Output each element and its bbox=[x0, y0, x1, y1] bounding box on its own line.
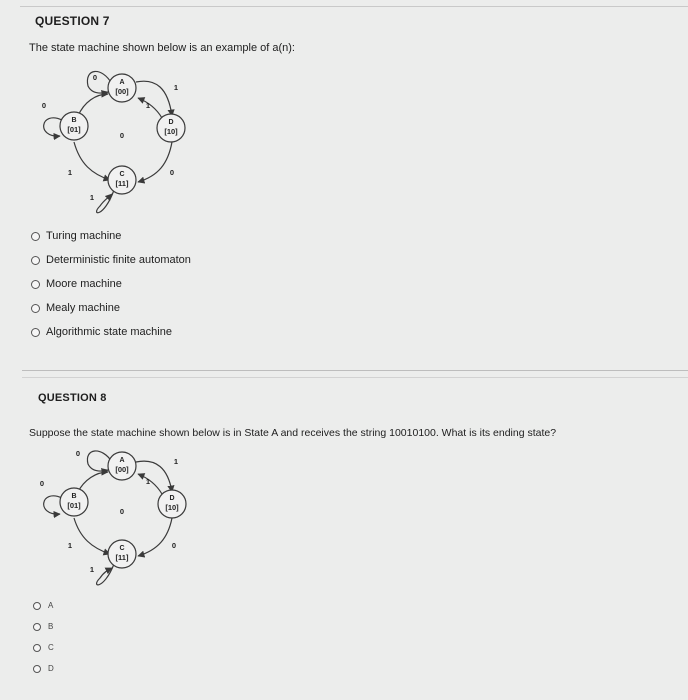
edge-label-b-self: 0 bbox=[41, 101, 47, 110]
question-divider-2 bbox=[22, 377, 688, 378]
svg-text:[11]: [11] bbox=[115, 179, 129, 188]
edge-label-b-self: 0 bbox=[39, 479, 45, 488]
edge-label-c-self: 1 bbox=[89, 565, 95, 574]
q7-option-moore[interactable]: Moore machine bbox=[31, 272, 191, 296]
radio-button[interactable] bbox=[33, 665, 41, 673]
state-d bbox=[158, 490, 186, 518]
question-7-heading: QUESTION 7 bbox=[35, 14, 110, 28]
svg-text:A: A bbox=[119, 457, 125, 464]
state-a bbox=[108, 452, 136, 480]
edge-c-self bbox=[97, 564, 114, 585]
edge-label-b-to-a: 0 bbox=[119, 131, 125, 140]
edge-label-d-to-c: 0 bbox=[169, 168, 175, 177]
question-divider bbox=[22, 370, 688, 371]
edge-b-to-c bbox=[74, 142, 110, 180]
edge-c-self bbox=[97, 190, 114, 213]
radio-button[interactable] bbox=[33, 623, 41, 631]
edge-label-b-to-c: 1 bbox=[67, 168, 73, 177]
radio-button[interactable] bbox=[31, 304, 40, 313]
edge-d-to-c bbox=[138, 518, 172, 556]
svg-text:[00]: [00] bbox=[115, 87, 129, 96]
svg-text:[00]: [00] bbox=[115, 465, 129, 474]
radio-button[interactable] bbox=[31, 280, 40, 289]
q8-option-d[interactable]: D bbox=[33, 658, 54, 679]
edge-a-to-d bbox=[136, 461, 172, 492]
state-c bbox=[108, 540, 136, 568]
state-d bbox=[157, 114, 185, 142]
svg-text:B: B bbox=[71, 493, 77, 500]
edge-label-b-to-a: 0 bbox=[119, 507, 125, 516]
state-b bbox=[60, 112, 88, 140]
radio-button[interactable] bbox=[33, 644, 41, 652]
edge-b-self bbox=[44, 118, 62, 136]
state-a bbox=[108, 74, 136, 102]
svg-text:[10]: [10] bbox=[165, 503, 179, 512]
edge-label-d-to-c: 0 bbox=[171, 541, 177, 550]
radio-button[interactable] bbox=[33, 602, 41, 610]
q8-option-a[interactable]: A bbox=[33, 595, 54, 616]
edge-label-c-self: 1 bbox=[89, 193, 95, 202]
svg-text:[10]: [10] bbox=[164, 127, 178, 136]
question-7-options bbox=[31, 224, 191, 344]
svg-text:A: A bbox=[119, 79, 125, 86]
radio-button[interactable] bbox=[31, 232, 40, 241]
q7-option-dfa[interactable]: Deterministic finite automaton bbox=[31, 248, 191, 272]
edge-b-to-a bbox=[78, 94, 108, 116]
question-8-options bbox=[33, 595, 54, 679]
svg-text:B: B bbox=[71, 117, 77, 124]
question-8-heading: QUESTION 8 bbox=[38, 392, 107, 404]
edge-b-to-c bbox=[74, 518, 110, 554]
svg-text:[01]: [01] bbox=[67, 501, 81, 510]
edge-label-d-to-a: 1 bbox=[145, 101, 151, 110]
svg-text:C: C bbox=[119, 171, 125, 178]
q7-option-mealy[interactable]: Mealy machine bbox=[31, 296, 191, 320]
edge-a-to-d bbox=[136, 81, 172, 116]
svg-text:[01]: [01] bbox=[67, 125, 81, 134]
edge-label-a-self: 0 bbox=[75, 449, 81, 458]
question-8-prompt: Suppose the state machine shown below is in State A and receives the string 10010100. What is its ending state? bbox=[29, 427, 557, 439]
q7-option-turing[interactable]: Turing machine bbox=[31, 224, 191, 248]
q8-option-b[interactable]: B bbox=[33, 616, 54, 637]
edge-label-a-self: 0 bbox=[92, 73, 98, 82]
q7-option-asm[interactable]: Algorithmic state machine bbox=[31, 320, 191, 344]
svg-text:C: C bbox=[119, 545, 125, 552]
edge-b-to-a bbox=[78, 472, 108, 492]
radio-button[interactable] bbox=[31, 328, 40, 337]
edge-d-to-c bbox=[138, 142, 175, 182]
svg-text:D: D bbox=[169, 495, 175, 502]
edge-label-d-to-a: 1 bbox=[145, 477, 151, 486]
top-divider bbox=[20, 6, 688, 7]
edge-label-a-to-d: 1 bbox=[173, 457, 179, 466]
state-b bbox=[60, 488, 88, 516]
q8-option-c[interactable]: C bbox=[33, 637, 54, 658]
question-7-prompt: The state machine shown below is an example of a(n): bbox=[29, 42, 295, 54]
edge-label-b-to-c: 1 bbox=[67, 541, 73, 550]
state-diagram-q7 bbox=[0, 60, 230, 230]
state-c bbox=[108, 166, 136, 194]
svg-text:[11]: [11] bbox=[115, 553, 129, 562]
svg-text:D: D bbox=[168, 119, 174, 126]
radio-button[interactable] bbox=[31, 256, 40, 265]
edge-b-self bbox=[44, 496, 62, 514]
state-diagram-q8 bbox=[0, 440, 230, 590]
edge-label-a-to-d: 1 bbox=[173, 83, 179, 92]
